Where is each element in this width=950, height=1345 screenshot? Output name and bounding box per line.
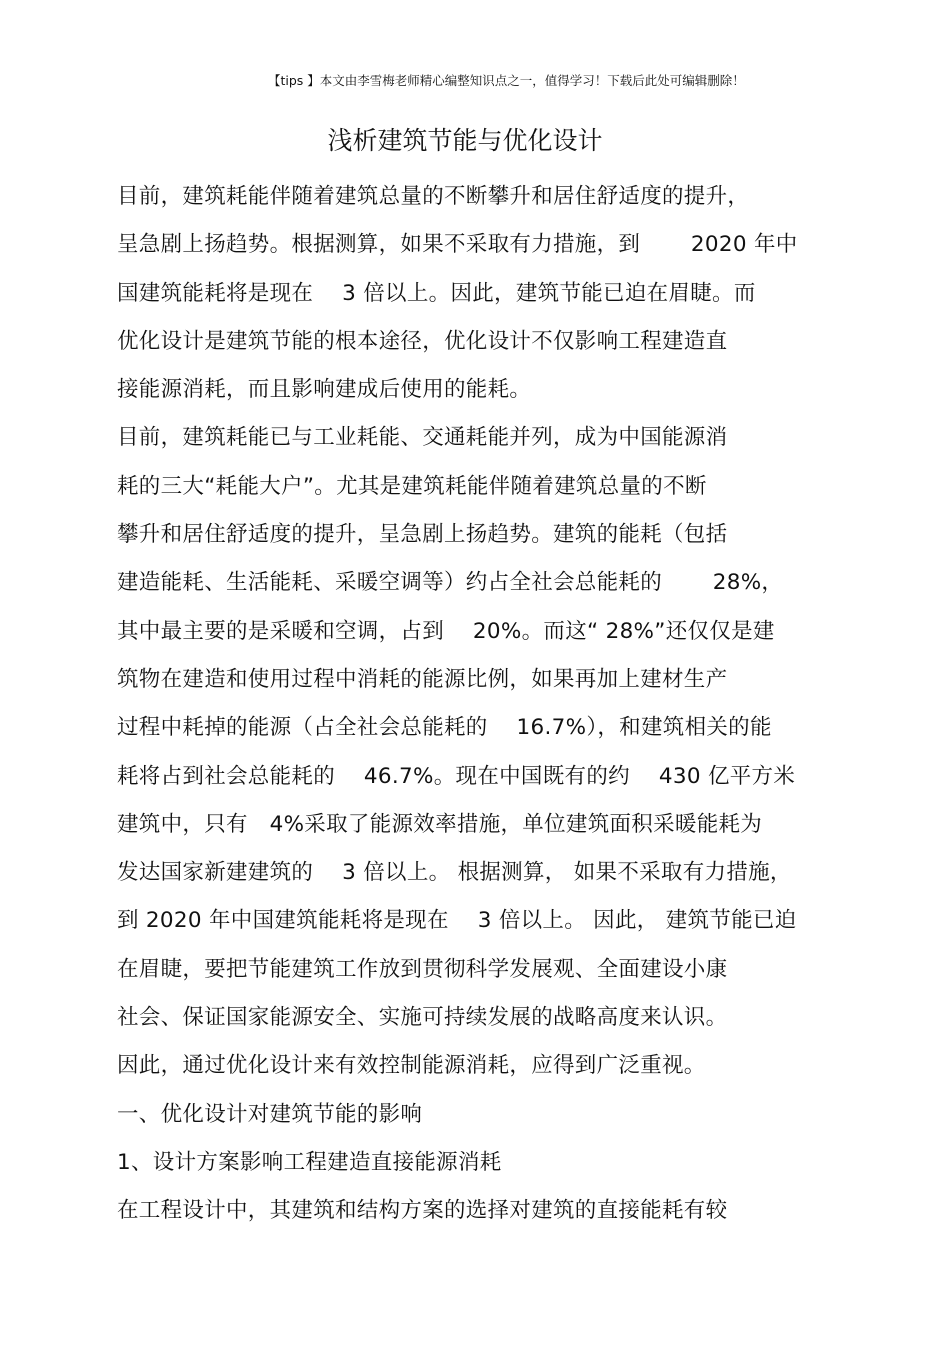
body-line: 接能源消耗，而且影响建成后使用的能耗。 xyxy=(117,377,532,403)
body-line: 建筑中，只有 4%采取了能源效率措施，单位建筑面积采暖能耗为 xyxy=(117,811,763,837)
body-line: 过程中耗掉的能源（占全社会总能耗的 16.7%），和建筑相关的能 xyxy=(117,715,772,741)
body-line: 在眉睫，要把节能建筑工作放到贯彻科学发展观、全面建设小康 xyxy=(117,956,728,982)
body-line: 优化设计是建筑节能的根本途径，优化设计不仅影响工程建造直 xyxy=(117,328,728,354)
body-line: 国建筑能耗将是现在 3 倍以上。因此，建筑节能已迫在眉睫。而 xyxy=(117,280,756,306)
body-line: 在工程设计中，其建筑和结构方案的选择对建筑的直接能耗有较 xyxy=(117,1198,728,1224)
body-line: 目前，建筑耗能伴随着建筑总量的不断攀升和居住舒适度的提升， xyxy=(117,184,750,209)
header-tips-note: 【tips 】本文由李雪梅老师精心编整知识点之一，值得学习！下载后此处可编辑删除！ xyxy=(268,73,745,88)
body-line: 呈急剧上扬趋势。根据测算，如果不采取有力措施，到 2020 年中 xyxy=(117,232,798,258)
body-line: 其中最主要的是采暖和空调，占到 20%。而这“ 28%”还仅仅是建 xyxy=(117,618,775,644)
body-line: 社会、保证国家能源安全、实施可持续发展的战略高度来认识。 xyxy=(117,1005,728,1031)
body-line: 建造能耗、生活能耗、采暖空调等）约占全社会总能耗的 28%， xyxy=(117,570,784,596)
body-line: 攀升和居住舒适度的提升，呈急剧上扬趋势。建筑的能耗（包括 xyxy=(117,522,728,548)
body-line: 到 2020 年中国建筑能耗将是现在 3 倍以上。 因此， 建筑节能已迫 xyxy=(117,908,797,934)
body-line: 目前，建筑耗能已与工业耗能、交通耗能并列，成为中国能源消 xyxy=(117,425,728,451)
section-heading: 一、优化设计对建筑节能的影响 xyxy=(117,1101,423,1127)
subsection-heading: 1、设计方案影响工程建造直接能源消耗 xyxy=(117,1149,502,1175)
body-line: 耗将占到社会总能耗的 46.7%。现在中国既有的约 430 亿平方米 xyxy=(117,763,796,789)
body-line: 耗的三大“耗能大户”。尤其是建筑耗能伴随着建筑总量的不断 xyxy=(117,473,707,499)
document-title: 浅析建筑节能与优化设计 xyxy=(327,126,603,155)
body-line: 发达国家新建建筑的 3 倍以上。 根据测算， 如果不采取有力措施， xyxy=(117,860,792,886)
body-line: 因此，通过优化设计来有效控制能源消耗，应得到广泛重视。 xyxy=(117,1053,706,1079)
body-line: 筑物在建造和使用过程中消耗的能源比例，如果再加上建材生产 xyxy=(117,666,728,692)
document-body xyxy=(117,173,837,1236)
